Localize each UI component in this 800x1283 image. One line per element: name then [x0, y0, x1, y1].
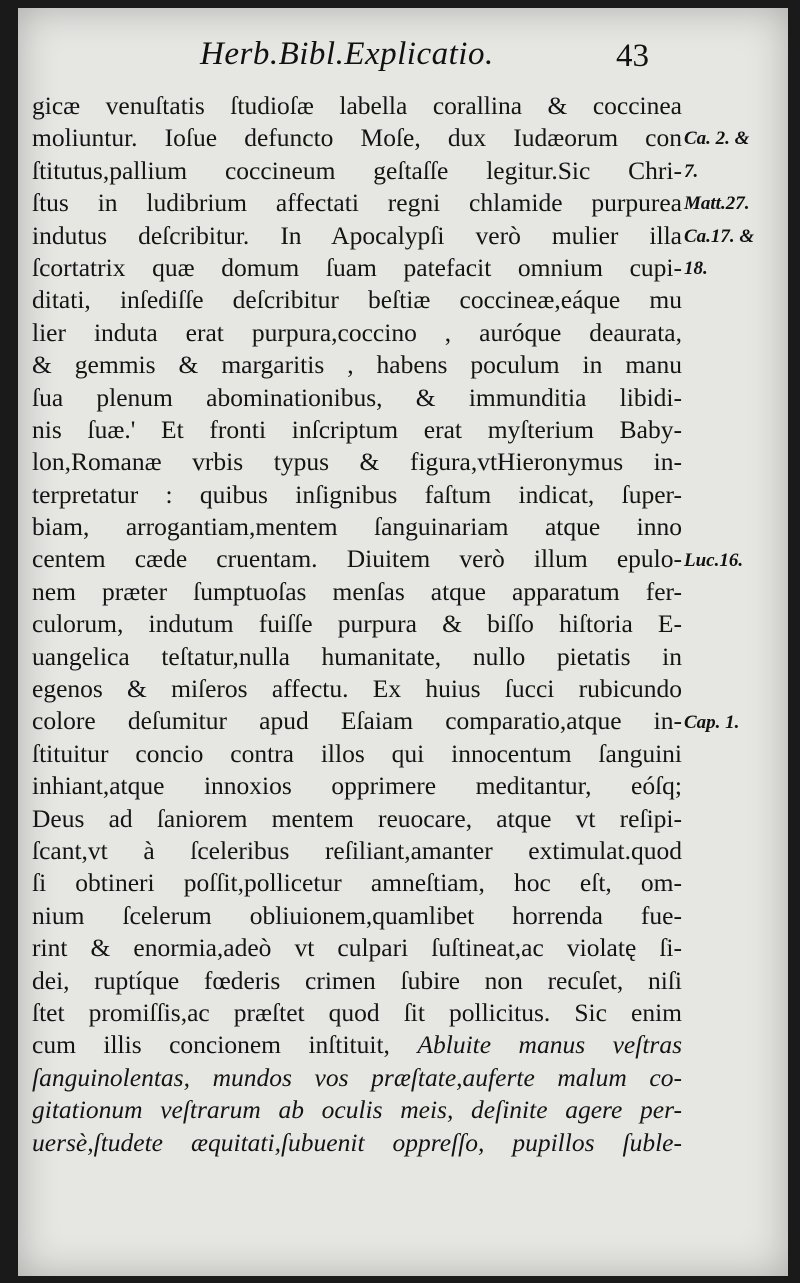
text-line: dei, ruptíque fœderis crimen ſubire non recuſet, niſi: [32, 965, 682, 995]
text-line: biam, arrogantiam,mentem ſanguinariam atque inno: [32, 512, 682, 542]
text-line: & gemmis & margaritis , habens poculum in manu: [32, 350, 682, 380]
text-line: ſi obtineri poſſit,pollicetur amneſtiam, hoc eſt, om-: [32, 868, 682, 898]
text-line: ditati, inſediſſe deſcribitur beſtiæ coccineæ,eáque mu: [32, 285, 682, 315]
text-line: gitationum veſtrarum ab oculis meis, deſinite agere per-: [32, 1095, 682, 1125]
marginal-note: Luc.16.: [684, 549, 744, 571]
text-line: lon,Romanæ vrbis typus & figura,vtHieronymus in-: [32, 447, 682, 477]
text-line: lier induta erat purpura,coccino , auróque deaurata,: [32, 317, 682, 347]
text-line: nem præter ſumptuoſas menſas atque apparatum fer-: [32, 576, 682, 606]
marginal-note: Matt.27.: [684, 193, 750, 215]
page-header: [18, 36, 788, 84]
text-line: ſtitutus,pallium coccineum geſtaſſe legitur.Sic Chri-: [32, 155, 682, 185]
text-line: ſtus in ludibrium affectati regni chlamide purpurea: [32, 188, 682, 218]
text-line: ſcant,vt à ſceleribus reſiliant,amanter extimulat.quod: [32, 835, 682, 865]
page-number: 43: [616, 38, 649, 74]
marginal-note: Ca. 2. &: [684, 128, 750, 150]
text-line: colore deſumitur apud Eſaiam comparatio,atque in-: [32, 706, 682, 736]
text-line: gicæ venuſtatis ſtudioſæ labella corallina & coccinea: [32, 91, 682, 120]
text-line: ſcortatrix quæ domum ſuam patefacit omnium cupi-: [32, 252, 682, 282]
marginal-note: Cap. 1.: [684, 711, 740, 733]
text-line: centem cæde cruentam. Diuitem verò illum epulo-: [32, 544, 682, 574]
text-line: inhiant,atque innoxios opprimere meditantur, eóſq;: [32, 771, 682, 801]
text-line: cum illis concionem inſtituit, Abluite manus veſtras: [32, 1030, 682, 1060]
marginal-note: 18.: [684, 258, 708, 279]
text-line: terpretatur : quibus inſignibus faſtum indicat, ſuper-: [32, 479, 682, 509]
marginal-note: 7.: [684, 160, 699, 182]
text-line: Deus ad ſaniorem mentem reuocare, atque vt reſipi-: [32, 803, 682, 833]
text-line: uangelica teſtatur,nulla humanitate, nullo pietatis in: [32, 641, 682, 671]
book-page: [18, 8, 788, 1276]
body-text: [32, 90, 682, 1159]
text-line: culorum, indutum fuiſſe purpura & biſſo hiſtoria E-: [32, 609, 682, 639]
text-line: egenos & miſeros affectu. Ex huius ſucci rubicundo: [32, 674, 682, 704]
text-line: indutus deſcribitur. In Apocalypſi verò mulier illa: [32, 220, 682, 250]
text-line: ſanguinolentas, mundos vos præſtate,auferte malum co-: [32, 1062, 682, 1092]
text-line: ſtet promiſſis,ac præſtet quod ſit pollicitus. Sic enim: [32, 997, 682, 1027]
running-head: Herb.Bibl.Explicatio.: [200, 36, 494, 72]
text-line: ſtituitur concio contra illos qui innocentum ſanguini: [32, 738, 682, 768]
text-line: moliuntur. Ioſue defuncto Moſe, dux Iudæorum con: [32, 123, 682, 153]
text-line: rint & enormia,adeò vt culpari ſuſtineat,ac violatę ſi-: [32, 933, 682, 963]
marginal-note: Ca.17. &: [684, 225, 755, 247]
text-line: nium ſcelerum obliuionem,quamlibet horrenda fue-: [32, 900, 682, 930]
text-line: ſua plenum abominationibus, & immunditia libidi-: [32, 382, 682, 412]
text-line: uersè,ſtudete æquitati,ſubuenit oppreſſo, pupillos ſuble-: [32, 1127, 682, 1157]
text-line: nis ſuæ.' Et fronti inſcriptum erat myſterium Baby-: [32, 414, 682, 444]
